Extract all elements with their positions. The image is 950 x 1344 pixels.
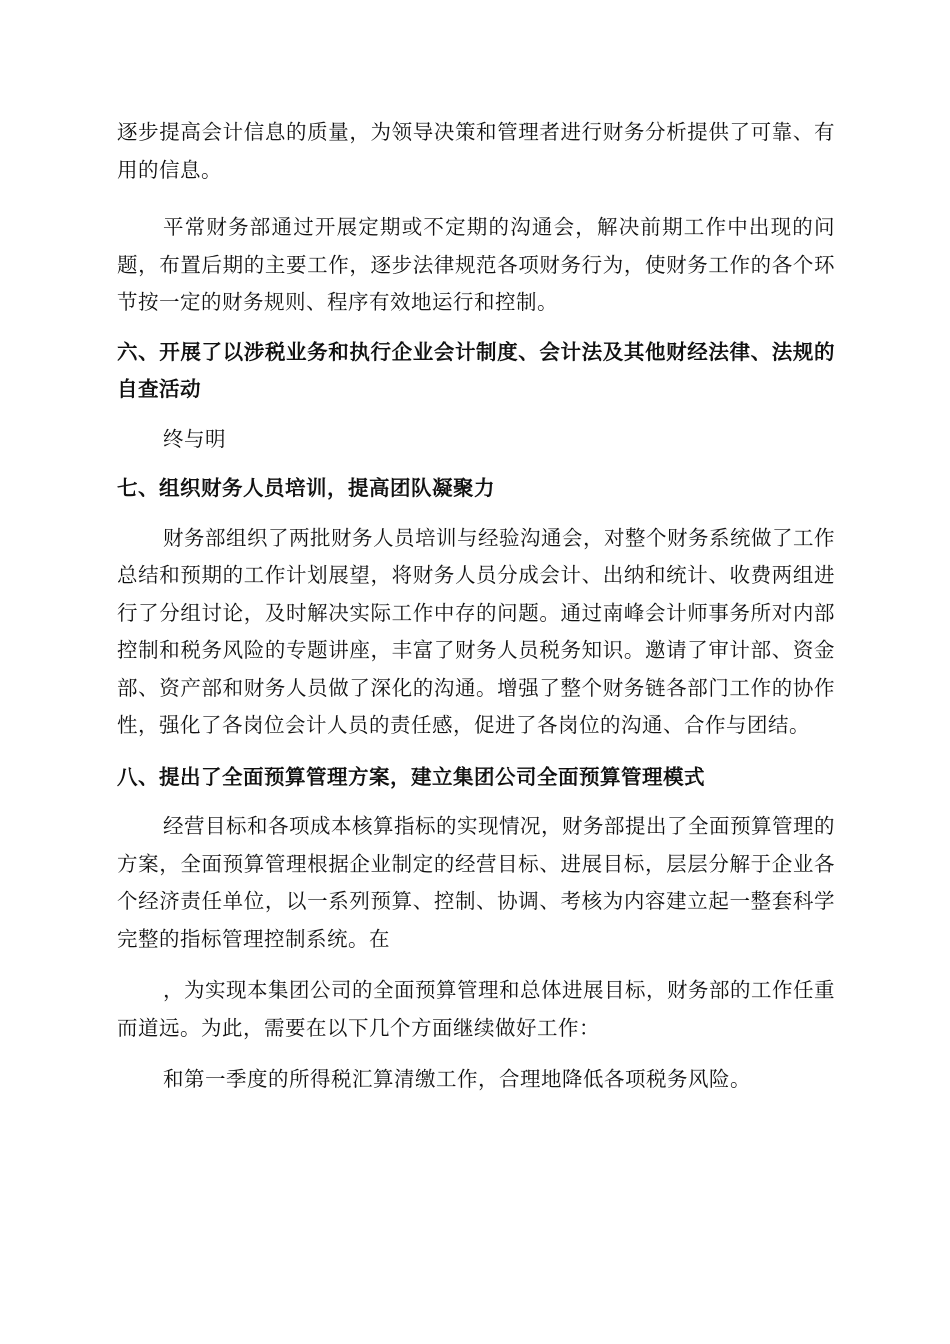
document-page bbox=[117, 114, 835, 1113]
paragraph-staff-training: 财务部组织了两批财务人员培训与经验沟通会，对整个财务系统做了工作总结和预期的工作计划展望，将财务人员分成会计、出纳和统计、收费两组进行了分组讨论，及时解决实际工作中存的问题。通过南峰会计师事务所对内部控制和税务风险的专题讲座，丰富了财务人员税务知识。邀请了审计部、资金部、资产部和财务人员做了深化的沟通。增强了整个财务链各部门工作的协作性，强化了各岗位会计人员的责任感，促进了各岗位的沟通、合作与团结。 bbox=[117, 525, 835, 737]
paragraph-future-goals: ，为实现本集团公司的全面预算管理和总体进展目标，财务部的工作任重而道远。为此，需要在以下几个方面继续做好工作： bbox=[117, 978, 835, 1040]
section-heading-8: 八、提出了全面预算管理方案，建立集团公司全面预算管理模式 bbox=[117, 764, 705, 789]
section-heading-7: 七、组织财务人员培训，提高团队凝聚力 bbox=[117, 476, 495, 500]
paragraph-information-quality: 逐步提高会计信息的质量，为领导决策和管理者进行财务分析提供了可靠、有用的信息。 bbox=[117, 120, 835, 182]
paragraph-tax-settlement: 和第一季度的所得税汇算清缴工作，合理地降低各项税务风险。 bbox=[163, 1067, 751, 1091]
section-heading-6: 六、开展了以涉税业务和执行企业会计制度、会计法及其他财经法律、法规的自查活动 bbox=[117, 339, 835, 401]
paragraph-budget-plan: 经营目标和各项成本核算指标的实现情况，财务部提出了全面预算管理的方案，全面预算管理根据企业制定的经营目标、进展目标，层层分解于企业各个经济责任单位，以一系列预算、控制、协调、考核为内容建立起一整套科学完整的指标管理控制系统。在 bbox=[117, 814, 835, 951]
paragraph-section-6-body: 终与明 bbox=[163, 426, 226, 451]
paragraph-communication-meetings: 平常财务部通过开展定期或不定期的沟通会，解决前期工作中出现的问题，布置后期的主要工作，逐步法律规范各项财务行为，使财务工作的各个环节按一定的财务规则、程序有效地运行和控制。 bbox=[117, 215, 835, 314]
